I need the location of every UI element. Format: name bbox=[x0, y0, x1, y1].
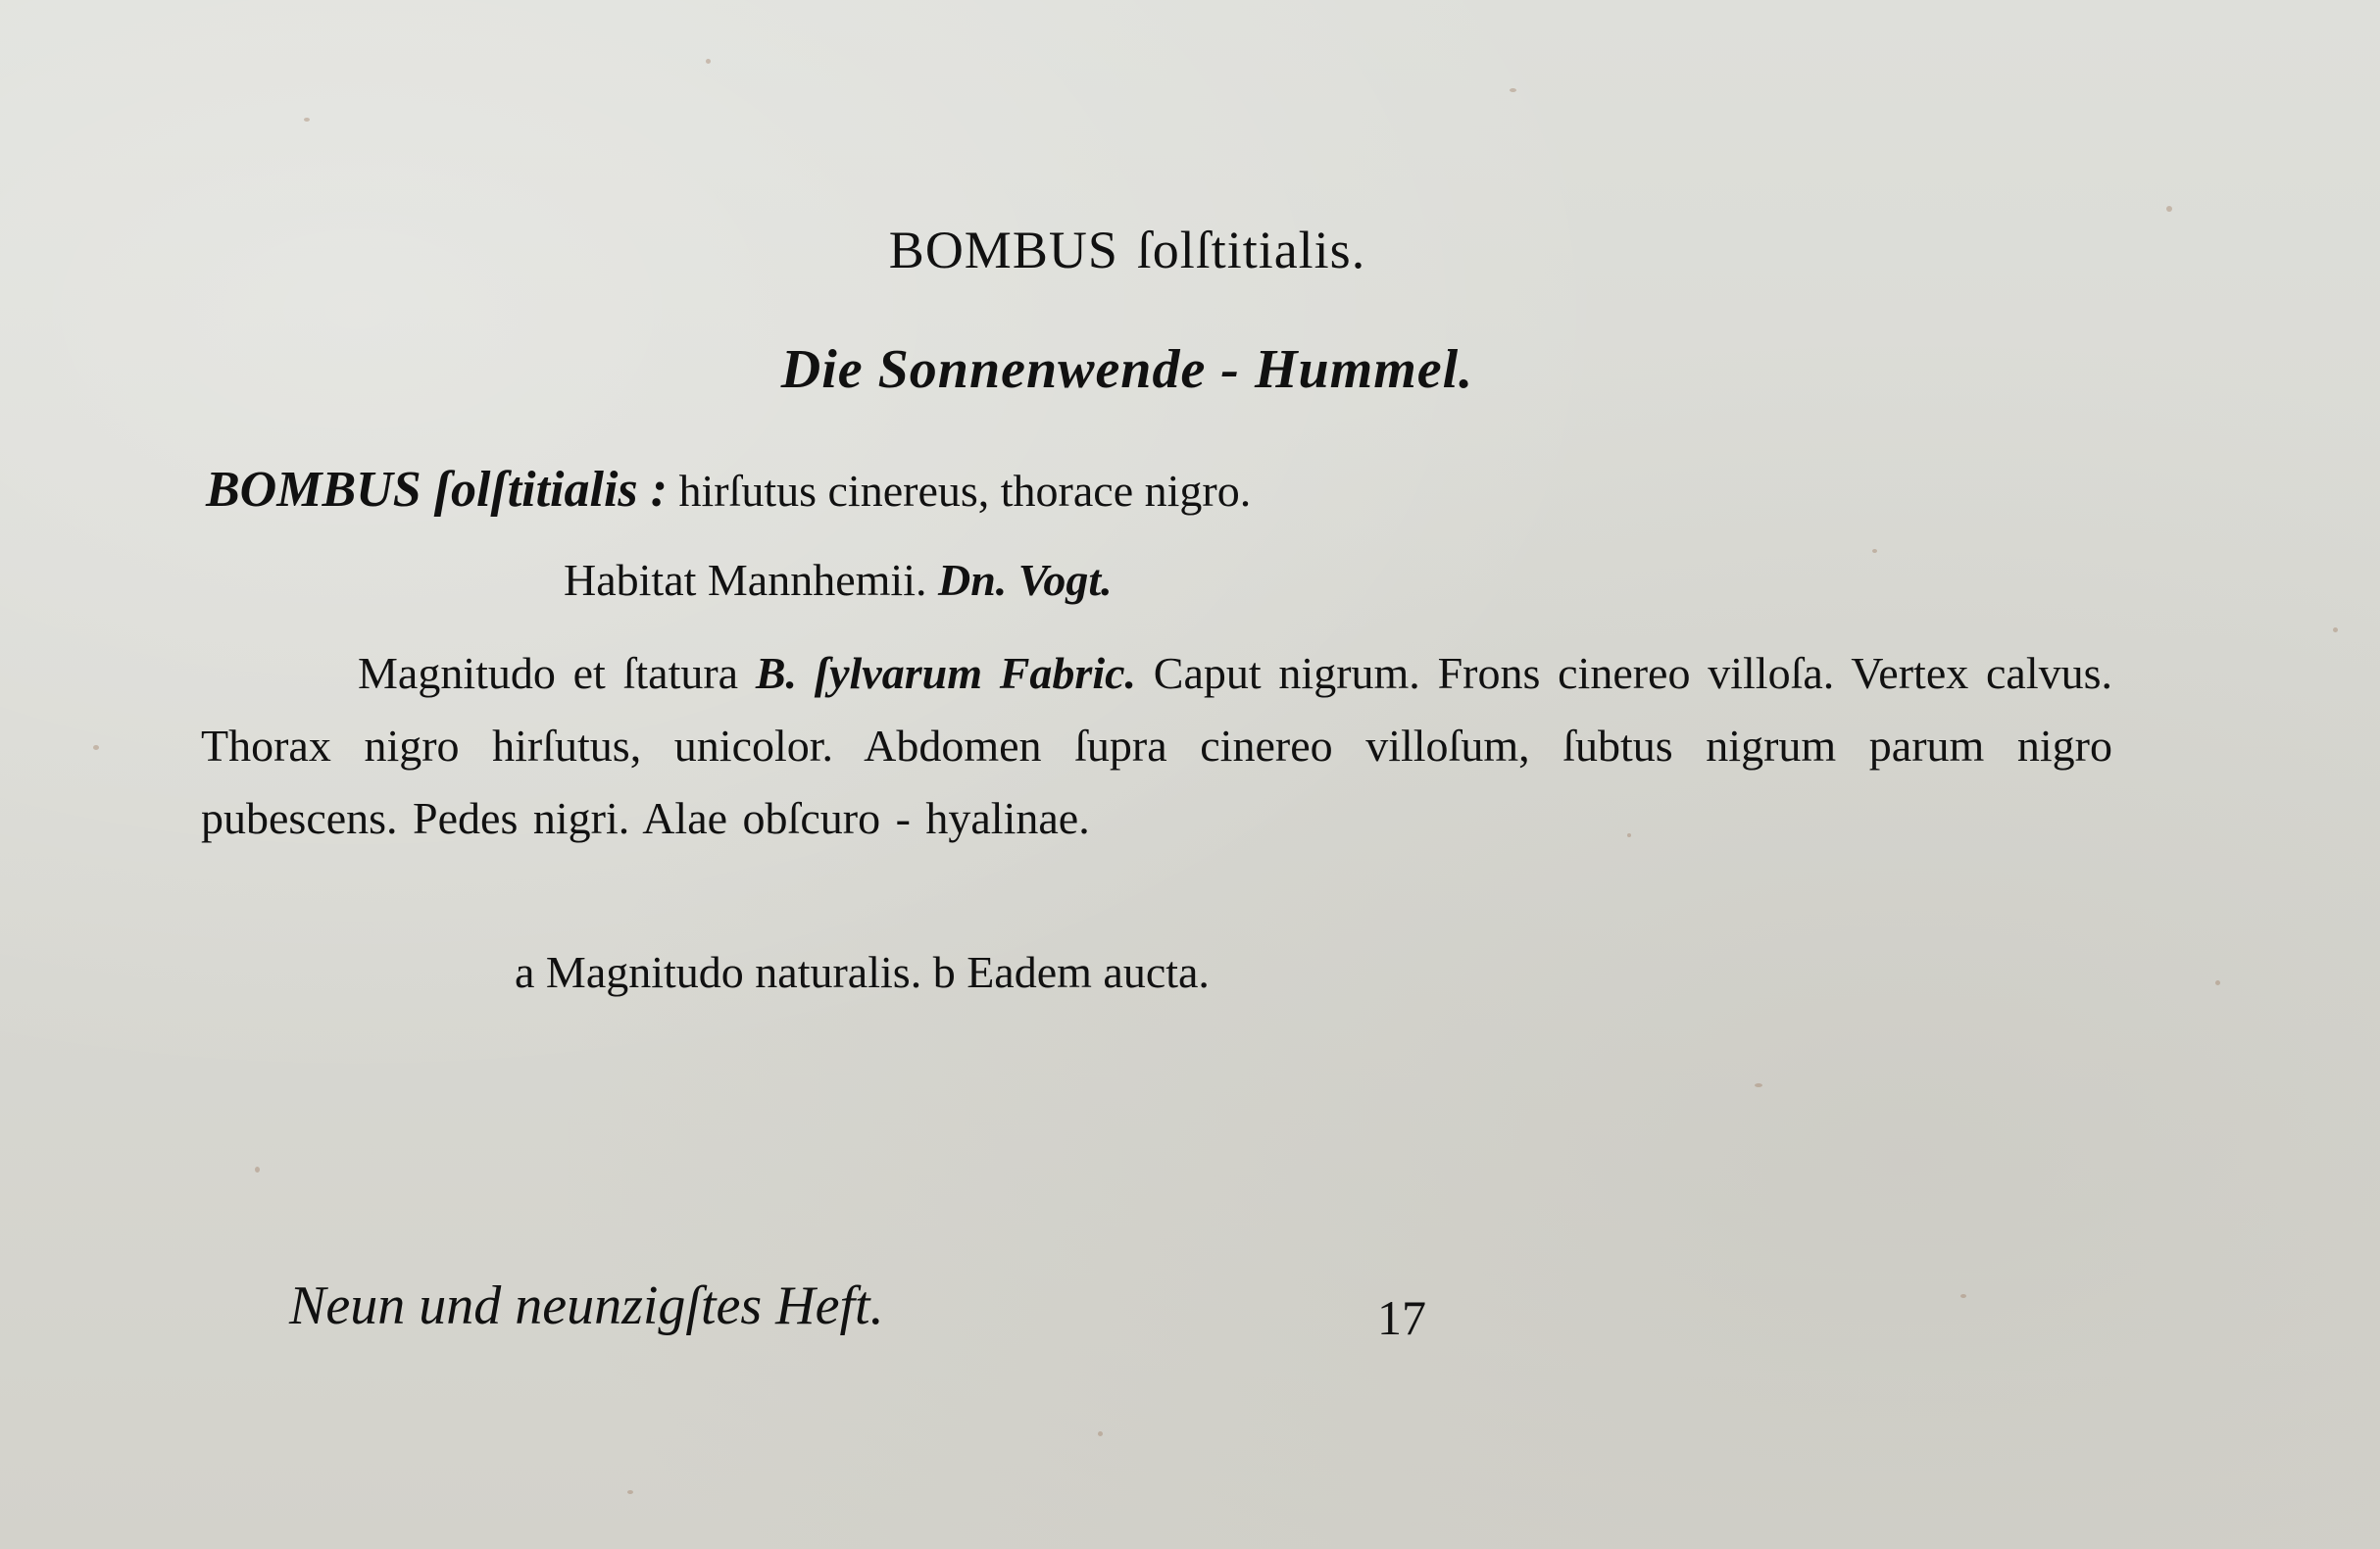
figure-caption: a Magnitudo naturalis. b Eadem aucta. bbox=[515, 947, 1210, 997]
german-common-name: Die Sonnenwende - Hummel. bbox=[780, 339, 1474, 400]
description-paragraph bbox=[201, 637, 2112, 855]
habitat-text: Habitat Mannhemii. bbox=[564, 555, 927, 605]
signature-line: Neun und neunzigſtes Heft. bbox=[289, 1275, 884, 1336]
paper-speck bbox=[1755, 1083, 1762, 1087]
paper-speck bbox=[1872, 549, 1877, 553]
paper-speck bbox=[2333, 627, 2338, 632]
paper-speck bbox=[2215, 980, 2220, 985]
description-part1: Magnitudo et ſtatura bbox=[358, 648, 739, 698]
paper-speck bbox=[2166, 206, 2172, 212]
description-reference: B. ſylvarum Fabric. bbox=[755, 648, 1137, 698]
page-number: 17 bbox=[1377, 1290, 1426, 1345]
diagnosis-name: BOMBUS ſolſtitialis : bbox=[206, 462, 668, 518]
description-part2: Caput nigrum. Frons cinereo villoſa. Vertex calvus. Thorax nigro hirſutus, unicolor. Abdomen ſupra cinereo villoſum, ſubtus nigrum parum nigro pubescens. Pedes nigri. Alae obſcuro - hyalinae. bbox=[201, 648, 2113, 843]
paper-speck bbox=[1960, 1294, 1966, 1298]
paper-speck bbox=[627, 1490, 633, 1494]
species-title bbox=[0, 218, 2255, 281]
paper-speck bbox=[1098, 1431, 1103, 1436]
diagnosis-line bbox=[206, 461, 1251, 519]
title-genus: BOMBUS bbox=[888, 221, 1118, 279]
diagnosis-text: hirſutus cinereus, thorace nigro. bbox=[678, 466, 1252, 516]
paper-speck bbox=[304, 118, 310, 122]
paper-speck bbox=[1510, 88, 1516, 92]
habitat-line bbox=[564, 554, 1113, 606]
paper-speck bbox=[255, 1167, 260, 1173]
paper-speck bbox=[706, 59, 711, 64]
paper-speck bbox=[93, 745, 99, 750]
title-epithet: ſolſtitialis. bbox=[1136, 221, 1366, 279]
habitat-collector: Dn. Vogt. bbox=[937, 555, 1113, 605]
